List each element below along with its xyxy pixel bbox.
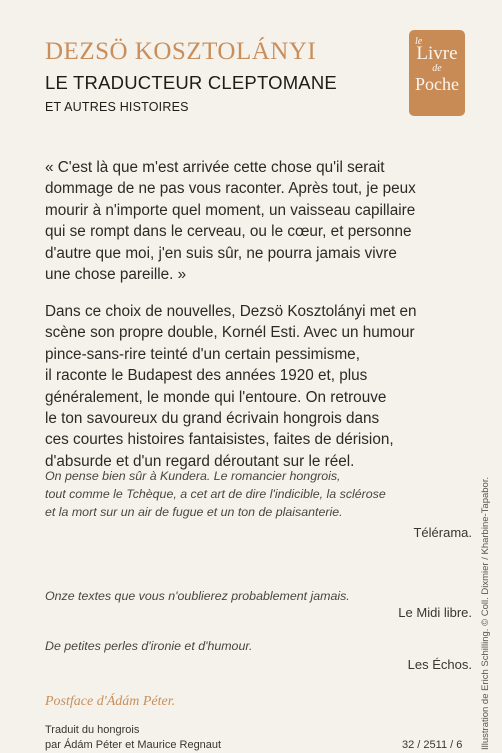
- description-line: scène son propre double, Kornél Esti. Avec un humour: [45, 324, 415, 342]
- quote-line: dommage de ne pas vous raconter. Après tout, je peux: [45, 180, 416, 198]
- logo-de: de: [432, 63, 442, 74]
- author-name: DEZSÖ KOSZTOLÁNYI: [45, 38, 317, 65]
- review-line: et la mort sur un air de fugue et un ton de plaisanterie.: [45, 505, 343, 519]
- description-line: d'absurde et d'un regard déroutant sur le réel.: [45, 452, 355, 470]
- review-line: tout comme le Tchèque, a cet art de dire l'indicible, la sclérose: [45, 487, 386, 501]
- book-subtitle: ET AUTRES HISTOIRES: [45, 100, 189, 114]
- quote-line: « C'est là que m'est arrivée cette chose qu'il serait: [45, 159, 385, 176]
- logo-poche: Poche: [415, 74, 459, 94]
- book-description: [45, 301, 475, 472]
- book-title: LE TRADUCTEUR CLEPTOMANE: [45, 72, 337, 93]
- review-line: On pense bien sûr à Kundera. Le romancier hongrois,: [45, 469, 341, 483]
- catalog-code: 32 / 2511 / 6: [402, 739, 463, 751]
- review-les-echos: [45, 637, 475, 655]
- illustration-credit: Illustration de Erich Schilling. © Coll. Dixmier / Kharbine-Tapabor.: [480, 476, 491, 750]
- quote-line: d'autre que moi, j'en suis sûr, ne pourra jamais vivre: [45, 244, 397, 262]
- description-line: ces courtes histoires fantaisistes, faites de dérision,: [45, 431, 394, 449]
- translator-line: Traduit du hongrois: [45, 724, 140, 736]
- review-source-les-echos: Les Échos.: [407, 657, 472, 672]
- quote-line: qui se rompt dans le cerveau, ou le cœur, et personne: [45, 223, 412, 241]
- logo-livre: Livre: [416, 43, 458, 64]
- review-line: Onze textes que vous n'oublierez probablement jamais.: [45, 589, 350, 603]
- logo-le: le: [415, 36, 423, 47]
- excerpt-quote: [45, 157, 475, 285]
- description-line: il raconte le Budapest des années 1920 et, plus: [45, 367, 368, 385]
- translator-credit: [45, 723, 221, 753]
- quote-line: mourir à n'importe quel moment, un vaisseau capillaire: [45, 201, 416, 219]
- quote-line: une chose pareille. »: [45, 266, 187, 284]
- description-line: le ton savoureux du grand écrivain hongrois dans: [45, 410, 380, 428]
- description-line: généralement, le monde qui l'entoure. On retrouve: [45, 388, 387, 406]
- postface-credit: Postface d'Ádám Péter.: [45, 694, 176, 709]
- translator-line: par Ádám Péter et Maurice Regnaut: [45, 739, 222, 751]
- review-telerama: [45, 467, 475, 521]
- description-line: pince-sans-rire teinté d'un certain pessimisme,: [45, 345, 360, 363]
- description-line: Dans ce choix de nouvelles, Dezsö Kosztolányi met en: [45, 303, 417, 320]
- review-midi-libre: [45, 587, 475, 605]
- publisher-logo: [409, 30, 465, 116]
- review-source-telerama: Télérama.: [413, 525, 472, 540]
- review-source-midi-libre: Le Midi libre.: [398, 605, 472, 620]
- review-line: De petites perles d'ironie et d'humour.: [45, 639, 253, 653]
